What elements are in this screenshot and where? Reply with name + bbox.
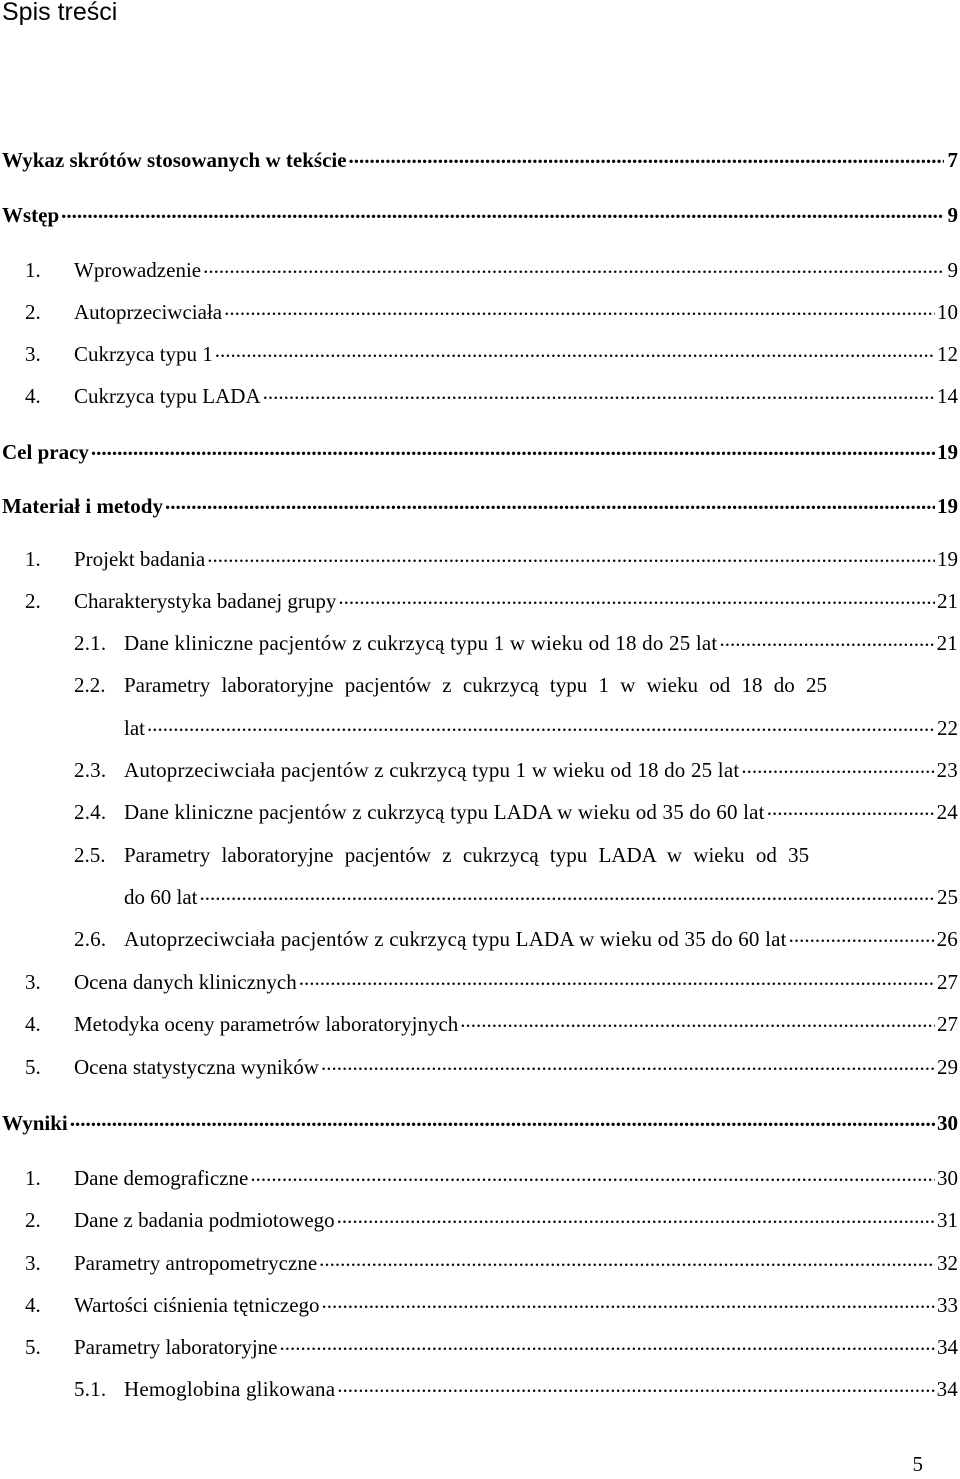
toc-entry[interactable] (25, 544, 958, 574)
toc-entry-page: 19 (937, 440, 958, 464)
toc-entry-title: Wyniki (2, 1111, 68, 1135)
toc-entry-title: Materiał i metody (2, 494, 163, 518)
toc-leader-dots (215, 340, 935, 361)
toc-entry-page: 9 (947, 258, 958, 282)
toc-entry[interactable] (74, 1374, 958, 1404)
toc-entry-title: Hemoglobina glikowana (124, 1377, 336, 1401)
toc-entry-title: Ocena danych klinicznych (74, 970, 297, 994)
toc-leader-dots (321, 1053, 935, 1074)
toc-entry-number: 2.5. (74, 843, 106, 867)
toc-entry-title: Dane kliniczne pacjentów z cukrzycą typu LADA w wieku od 35 do 60 lat (124, 800, 765, 824)
toc-entry-page: 30 (937, 1111, 958, 1135)
toc-leader-dots (147, 714, 935, 735)
toc-entry-page: 26 (936, 927, 958, 951)
toc-entry-number: 3. (25, 342, 41, 366)
toc-entry[interactable] (2, 200, 958, 230)
toc-entry-page: 25 (937, 885, 958, 909)
toc-entry-number: 4. (25, 1012, 41, 1036)
toc-entry-title: Dane demograficzne (74, 1166, 249, 1190)
toc-entry-number: 2. (25, 300, 41, 324)
toc-entry-page: 7 (947, 148, 958, 172)
toc-entry-page: 12 (937, 342, 958, 366)
toc-leader-dots (280, 1333, 936, 1354)
toc-entry-page: 31 (937, 1208, 958, 1232)
toc-entry[interactable] (74, 670, 958, 700)
toc-entry[interactable] (25, 1205, 958, 1235)
toc-leader-dots (767, 798, 935, 819)
toc-entry[interactable] (25, 586, 958, 616)
toc-leader-dots (319, 1249, 935, 1270)
toc-entry-title: Autoprzeciwciała pacjentów z cukrzycą typu LADA w wieku od 35 do 60 lat (124, 927, 787, 951)
toc-leader-dots (338, 587, 935, 608)
toc-entry[interactable] (2, 491, 958, 521)
toc-entry-title: Wykaz skrótów stosowanych w tekście (2, 148, 347, 172)
toc-entry-number: 2. (25, 589, 41, 613)
toc-entry-number: 1. (25, 547, 41, 571)
toc-entry-title: Cukrzyca typu 1 (74, 342, 213, 366)
toc-entry-page: 34 (937, 1335, 958, 1359)
toc-entry-title: Ocena statystyczna wyników (74, 1055, 319, 1079)
toc-entry-page: 22 (937, 716, 958, 740)
toc-entry[interactable] (74, 840, 958, 870)
toc-entry-number: 2.4. (74, 800, 107, 824)
toc-leader-dots (263, 382, 935, 403)
toc-entry[interactable] (25, 1332, 958, 1362)
toc-leader-dots (61, 201, 944, 222)
toc-entry-page: 9 (947, 203, 958, 227)
toc-leader-dots (322, 1291, 935, 1312)
toc-entry[interactable] (25, 1163, 958, 1193)
toc-entry-page: 19 (937, 547, 958, 571)
toc-entry-title: Wartości ciśnienia tętniczego (74, 1293, 320, 1317)
toc-entry-title: Autoprzeciwciała (74, 300, 223, 324)
toc-leader-dots (460, 1010, 935, 1031)
toc-entry-number: 3. (25, 970, 41, 994)
toc-entry-number: 2. (25, 1208, 41, 1232)
toc-entry[interactable] (25, 381, 958, 411)
toc-entry[interactable] (25, 967, 958, 997)
toc-entry-continuation[interactable] (124, 882, 958, 912)
toc-entry-page: 23 (936, 758, 958, 782)
toc-entry-number: 1. (25, 258, 41, 282)
toc-leader-dots (203, 256, 944, 277)
toc-entry-title: Cukrzyca typu LADA (74, 384, 261, 408)
toc-entry[interactable] (25, 1248, 958, 1278)
toc-entry-continuation[interactable] (124, 713, 958, 743)
toc-entry-page: 34 (936, 1377, 958, 1401)
toc-entry-page: 21 (936, 631, 958, 655)
toc-entry-title: Wprowadzenie (74, 258, 202, 282)
toc-entry-page: 19 (937, 494, 958, 518)
toc-entry-number: 1. (25, 1166, 41, 1190)
toc-entry-page: 24 (936, 800, 958, 824)
toc-leader-dots (70, 1109, 935, 1130)
toc-entry-page: 30 (937, 1166, 958, 1190)
toc-entry-page: 33 (937, 1293, 958, 1317)
toc-leader-dots (789, 925, 935, 946)
toc-entry-title-continuation: do 60 lat (124, 885, 198, 909)
toc-entry-title: Charakterystyka badanej grupy (74, 589, 337, 613)
toc-entry-number: 4. (25, 1293, 41, 1317)
toc-entry-number: 5. (25, 1055, 41, 1079)
toc-entry-title: Projekt badania (74, 547, 206, 571)
toc-entry-number: 2.6. (74, 927, 107, 951)
toc-entry-page: 32 (937, 1251, 958, 1275)
toc-entry-number: 5. (25, 1335, 41, 1359)
page-title: Spis treści (2, 0, 118, 26)
toc-entry-page: 27 (937, 1012, 958, 1036)
toc-entry-title-continuation: lat (124, 716, 145, 740)
toc-entry[interactable] (2, 145, 958, 175)
page-number: 5 (912, 1452, 923, 1476)
toc-entry[interactable] (25, 339, 958, 369)
toc-leader-dots (91, 438, 935, 459)
toc-entry-page: 10 (937, 300, 958, 324)
toc-entry[interactable] (25, 1052, 958, 1082)
toc-entry-number: 4. (25, 384, 41, 408)
toc-leader-dots (200, 883, 936, 904)
toc-entry-number: 2.1. (74, 631, 107, 655)
toc-leader-dots (741, 756, 934, 777)
toc-leader-dots (349, 146, 944, 167)
toc-entry-page: 27 (937, 970, 958, 994)
toc-entry-title: Parametry laboratoryjne pacjentów z cukrzycą typu 1 w wieku od 18 do 25 (124, 673, 827, 697)
toc-entry-title: Parametry antropometryczne (74, 1251, 318, 1275)
toc-leader-dots (165, 492, 935, 513)
toc-entry[interactable] (2, 1108, 958, 1138)
toc-entry-title: Parametry laboratoryjne (74, 1335, 278, 1359)
toc-leader-dots (250, 1164, 935, 1185)
toc-entry-title: Wstęp (2, 203, 60, 227)
toc-entry[interactable] (2, 437, 958, 467)
toc-entry[interactable] (25, 297, 958, 327)
toc-entry-title: Dane z badania podmiotowego (74, 1208, 335, 1232)
toc-entry[interactable] (74, 797, 958, 827)
toc-leader-dots (337, 1375, 934, 1396)
toc-leader-dots (719, 629, 934, 650)
toc-entry-number: 2.2. (74, 673, 106, 697)
toc-entry[interactable] (25, 255, 958, 285)
toc-entry[interactable] (74, 924, 958, 954)
toc-entry[interactable] (25, 1009, 958, 1039)
toc-entry[interactable] (25, 1290, 958, 1320)
toc-entry-title: Cel pracy (2, 440, 89, 464)
toc-entry-page: 29 (937, 1055, 958, 1079)
toc-entry-title: Autoprzeciwciała pacjentów z cukrzycą typu 1 w wieku od 18 do 25 lat (124, 758, 740, 782)
toc-entry-number: 2.3. (74, 758, 107, 782)
toc-leader-dots (337, 1206, 935, 1227)
toc-entry-number: 3. (25, 1251, 41, 1275)
toc-entry-title: Dane kliniczne pacjentów z cukrzycą typu 1 w wieku od 18 do 25 lat (124, 631, 718, 655)
toc-entry[interactable] (74, 628, 958, 658)
toc-entry-page: 21 (937, 589, 958, 613)
toc-entry-title: Metodyka oceny parametrów laboratoryjnych (74, 1012, 459, 1036)
toc-leader-dots (207, 545, 935, 566)
toc-entry-page: 14 (937, 384, 958, 408)
toc-entry-title: Parametry laboratoryjne pacjentów z cukrzycą typu LADA w wieku od 35 (124, 843, 810, 867)
toc-leader-dots (299, 968, 935, 989)
toc-leader-dots (224, 298, 935, 319)
toc-entry[interactable] (74, 755, 958, 785)
toc-entry-number: 5.1. (74, 1377, 107, 1401)
